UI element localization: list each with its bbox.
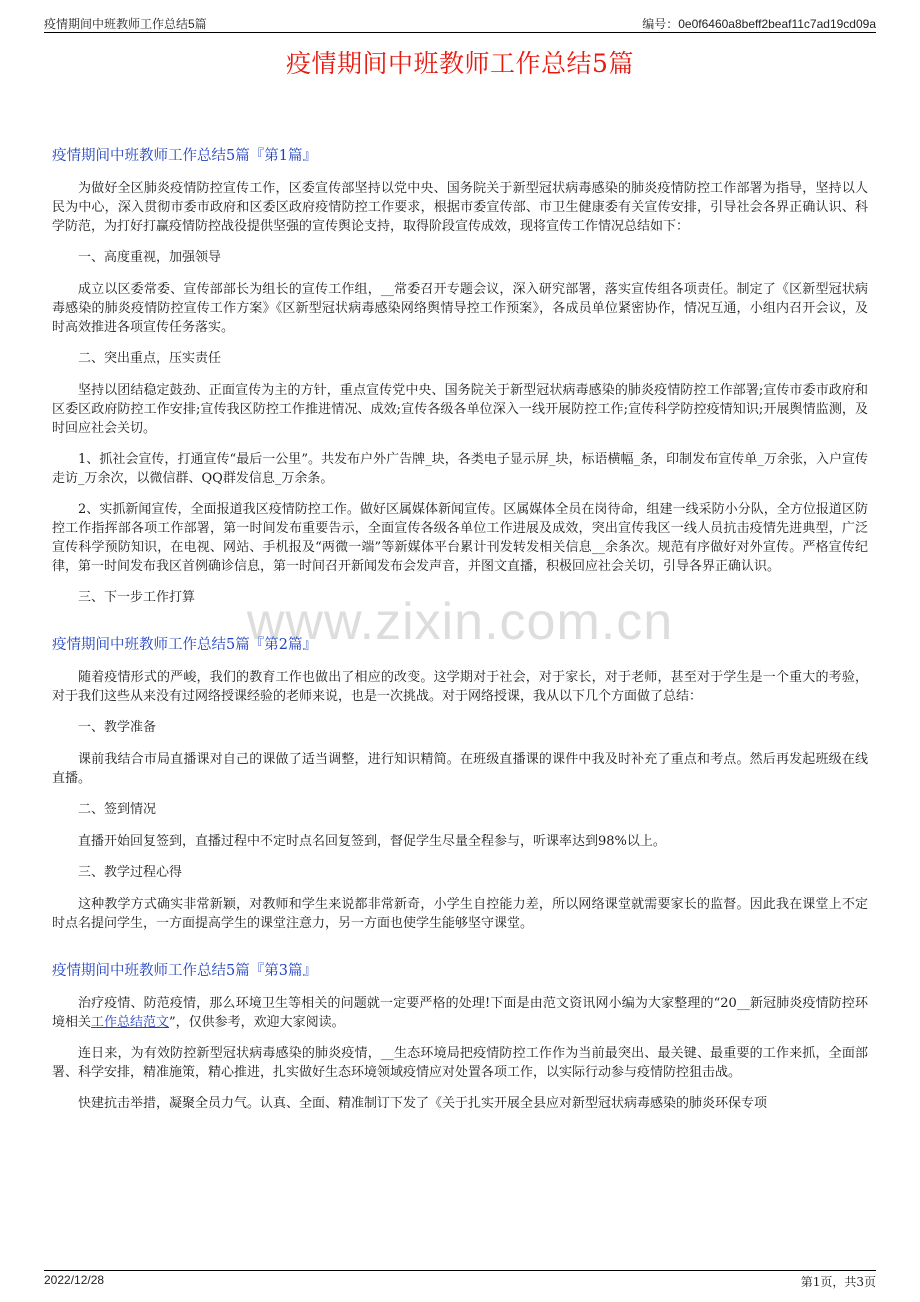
paragraph: 2、实抓新闻宣传，全面报道我区疫情防控工作。做好区属媒体新闻宣传。区属媒体全员在岗待命，组建一线采防小分队，全方位报道区防控工作指挥部各项工作部署，第一时间发布重要告示，全面宣传各级各单位工作进展及成效，突出宣传我区一线人员抗击疫情先进典型，广泛宣传科学预防知识，在电视、网站、手机报及“两微一端”等新媒体平台累计刊发转发相关信息__余条次。规范有序做好对外宣传。严格宣传纪律，第一时间发布我区首例确诊信息，第一时间召开新闻发布会发声音，并图文直播，积极回应社会关切，引导各界正确认识。 (52, 502, 868, 574)
section-title: 疫情期间中班教师工作总结5篇『第3篇』 (52, 963, 317, 979)
paragraph: 1、抓社会宣传，打通宣传“最后一公里”。共发布户外广告牌_块，各类电子显示屏_块，标语横幅_条，印制发布宣传单_万余张，入户宣传走访_万余次，以微信群、QQ群发信息_万余条。 (52, 452, 868, 486)
paragraph: 成立以区委常委、宣传部部长为组长的宣传工作组，__常委召开专题会议，深入研究部署，落实宣传组各项责任。制定了《区新型冠状病毒感染的肺炎疫情防控宣传工作方案》《区新型冠状病毒感染网络舆情导控工作预案》，各成员单位紧密协作，情况互通，小组内召开会议，及时高效推进各项宣传任务落实。 (52, 282, 868, 335)
paragraph: 随着疫情形式的严峻，我们的教育工作也做出了相应的改变。这学期对于社会，对于家长，对于老师，甚至对于学生是一个重大的考验，对于我们这些从来没有过网络授课经验的老师来说，也是一次挑战。对于网络授课，我从以下几个方面做了总结： (52, 670, 868, 704)
paragraph: 课前我结合市局直播课对自己的课做了适当调整，进行知识精简。在班级直播课的课件中我及时补充了重点和考点。然后再发起班级在线直播。 (52, 752, 868, 786)
section-3 (52, 959, 868, 1113)
paragraph-text: ”，仅供参考，欢迎大家阅读。 (169, 1015, 345, 1030)
paragraph: 连日来，为有效防控新型冠状病毒感染的肺炎疫情，__生态环境局把疫情防控工作作为当前最突出、最关键、最重要的工作来抓，全面部署、科学安排，精准施策，精心推进，扎实做好生态环境领域疫情应对处置各项工作，以实际行动参与疫情防控狙击战。 (52, 1046, 868, 1080)
document-body (52, 144, 868, 1125)
section-title: 疫情期间中班教师工作总结5篇『第2篇』 (52, 637, 317, 653)
page-header (44, 14, 876, 33)
page-footer (44, 1270, 876, 1289)
section-1 (52, 144, 868, 607)
paragraph: 坚持以团结稳定鼓劲、正面宣传为主的方针，重点宣传党中央、国务院关于新型冠状病毒感染的肺炎疫情防控工作部署;宣传市委市政府和区委区政府防控工作安排;宣传我区防控工作推进情况、成效;宣传各级各单位深入一线开展防控工作;宣传科学防控疫情知识;开展舆情监测，及时回应社会关切。 (52, 383, 868, 436)
subheading: 三、下一步工作打算 (78, 590, 196, 605)
subheading: 三、教学过程心得 (78, 865, 183, 880)
paragraph: 为做好全区肺炎疫情防控宣传工作，区委宣传部坚持以党中央、国务院关于新型冠状病毒感染的肺炎疫情防控工作部署为指导，坚持以人民为中心，深入贯彻市委市政府和区委区政府疫情防控工作要求，根据市委宣传部、市卫生健康委有关宣传安排，引导社会各界正确认识、科学防范，为打好打赢疫情防控战役提供坚强的宣传舆论支持，取得阶段宣传成效，现将宣传工作情况总结如下： (52, 181, 868, 234)
subheading: 一、教学准备 (78, 720, 157, 735)
document-title: 疫情期间中班教师工作总结5篇 (286, 49, 634, 78)
header-doc-name: 疫情期间中班教师工作总结5篇 (44, 17, 207, 31)
paragraph: 这种教学方式确实非常新颖，对教师和学生来说都非常新奇，小学生自控能力差，所以网络课堂就需要家长的监督。因此我在课堂上不定时点名提问学生，一方面提高学生的课堂注意力，另一方面也使学生能够坚守课堂。 (52, 897, 868, 931)
subheading: 一、高度重视，加强领导 (78, 250, 222, 265)
header-doc-id: 编号：0e0f6460a8beff2beaf11c7ad19cd09a (642, 17, 876, 31)
subheading: 二、突出重点，压实责任 (78, 351, 222, 366)
footer-date: 2022/12/28 (44, 1273, 105, 1287)
paragraph-text: 治疗疫情、防范疫情，那么环境卫生等相关的问题就一定要严格的处理!下面是由范文资讯网小编为大家整理的“20__新冠肺炎疫情防控环境相关 (52, 996, 868, 1030)
subheading: 二、签到情况 (78, 802, 157, 817)
paragraph: 直播开始回复签到，直播过程中不定时点名回复签到，督促学生尽量全程参与，听课率达到98%以上。 (78, 834, 666, 849)
section-title: 疫情期间中班教师工作总结5篇『第1篇』 (52, 148, 317, 164)
footer-page-number: 第1页，共3页 (800, 1275, 876, 1289)
paragraph: 快建抗击举措，凝聚全员力气。认真、全面、精准制订下发了《关于扎实开展全县应对新型冠状病毒感染的肺炎环保专项 (78, 1096, 768, 1111)
paragraph (52, 994, 868, 1032)
summary-article-link[interactable]: 工作总结范文 (91, 1015, 170, 1030)
section-2 (52, 633, 868, 933)
watermark: www.zixin.com.cn (246, 593, 674, 651)
